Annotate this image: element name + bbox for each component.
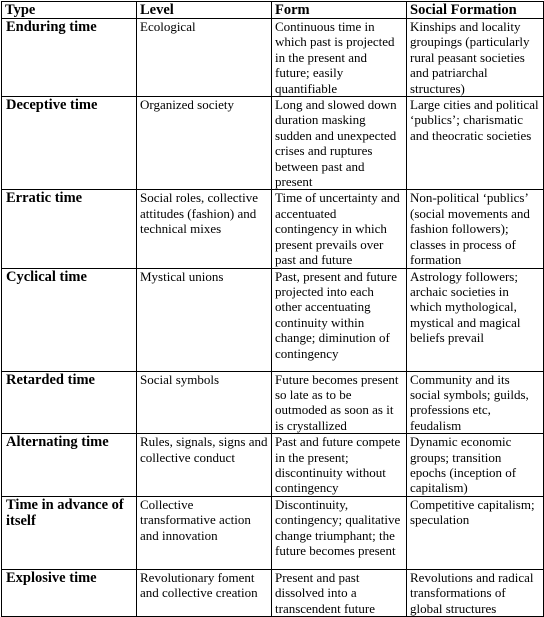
header-type: Type (2, 2, 137, 19)
table-row (2, 97, 544, 190)
header-form: Form (272, 2, 407, 19)
table-row (2, 371, 544, 434)
social-formation-cell: Community and its social symbols; guilds, professions etc, feudalism (407, 371, 544, 434)
form-cell: Future becomes present so late as to be outmoded as soon as it is crystallized (272, 371, 407, 434)
type-cell: Enduring time (2, 19, 137, 97)
level-cell: Social symbols (137, 371, 272, 434)
form-cell: Past and future compete in the present; discontinuity without contingency (272, 434, 407, 497)
form-cell: Past, present and future projected into each other accentuating continuity within change; diminution of contingency (272, 268, 407, 371)
table-row (2, 268, 544, 371)
social-formation-cell: Competitive capitalism; speculation (407, 496, 544, 569)
type-cell: Explosive time (2, 569, 137, 616)
form-cell: Discontinuity, contingency; qualitative change triumphant; the future becomes present (272, 496, 407, 569)
level-cell: Mystical unions (137, 268, 272, 371)
level-cell: Social roles, collective attitudes (fashion) and technical mixes (137, 190, 272, 268)
header-level: Level (137, 2, 272, 19)
header-row (2, 2, 544, 19)
social-formation-cell: Kinships and locality groupings (particularly rural peasant societies and patriarchal structures) (407, 19, 544, 97)
table-row (2, 434, 544, 497)
level-cell: Ecological (137, 19, 272, 97)
level-cell: Revolutionary foment and collective creation (137, 569, 272, 616)
social-formation-cell: Revolutions and radical transformations of global structures (407, 569, 544, 616)
type-cell: Retarded time (2, 371, 137, 434)
table-row (2, 569, 544, 616)
form-cell: Present and past dissolved into a transcendent future (272, 569, 407, 616)
level-cell: Organized society (137, 97, 272, 190)
social-formation-cell: Large cities and political ‘publics’; charismatic and theocratic societies (407, 97, 544, 190)
time-types-table (1, 1, 544, 617)
form-cell: Continuous time in which past is projected in the present and future; easily quantifiable (272, 19, 407, 97)
type-cell: Time in advance of itself (2, 496, 137, 569)
type-cell: Deceptive time (2, 97, 137, 190)
type-cell: Cyclical time (2, 268, 137, 371)
form-cell: Time of uncertainty and accentuated contingency in which present prevails over past and future (272, 190, 407, 268)
social-formation-cell: Astrology followers; archaic societies in which mythological, mystical and magical beliefs prevail (407, 268, 544, 371)
social-formation-cell: Dynamic economic groups; transition epochs (inception of capitalism) (407, 434, 544, 497)
level-cell: Rules, signals, signs and collective conduct (137, 434, 272, 497)
type-cell: Erratic time (2, 190, 137, 268)
social-formation-cell: Non-political ‘publics’ (social movements and fashion followers); classes in process of formation (407, 190, 544, 268)
header-social-formation: Social Formation (407, 2, 544, 19)
type-cell: Alternating time (2, 434, 137, 497)
table-row (2, 19, 544, 97)
table-row (2, 190, 544, 268)
form-cell: Long and slowed down duration masking sudden and unexpected crises and ruptures between past and present (272, 97, 407, 190)
level-cell: Collective transformative action and innovation (137, 496, 272, 569)
table-row (2, 496, 544, 569)
